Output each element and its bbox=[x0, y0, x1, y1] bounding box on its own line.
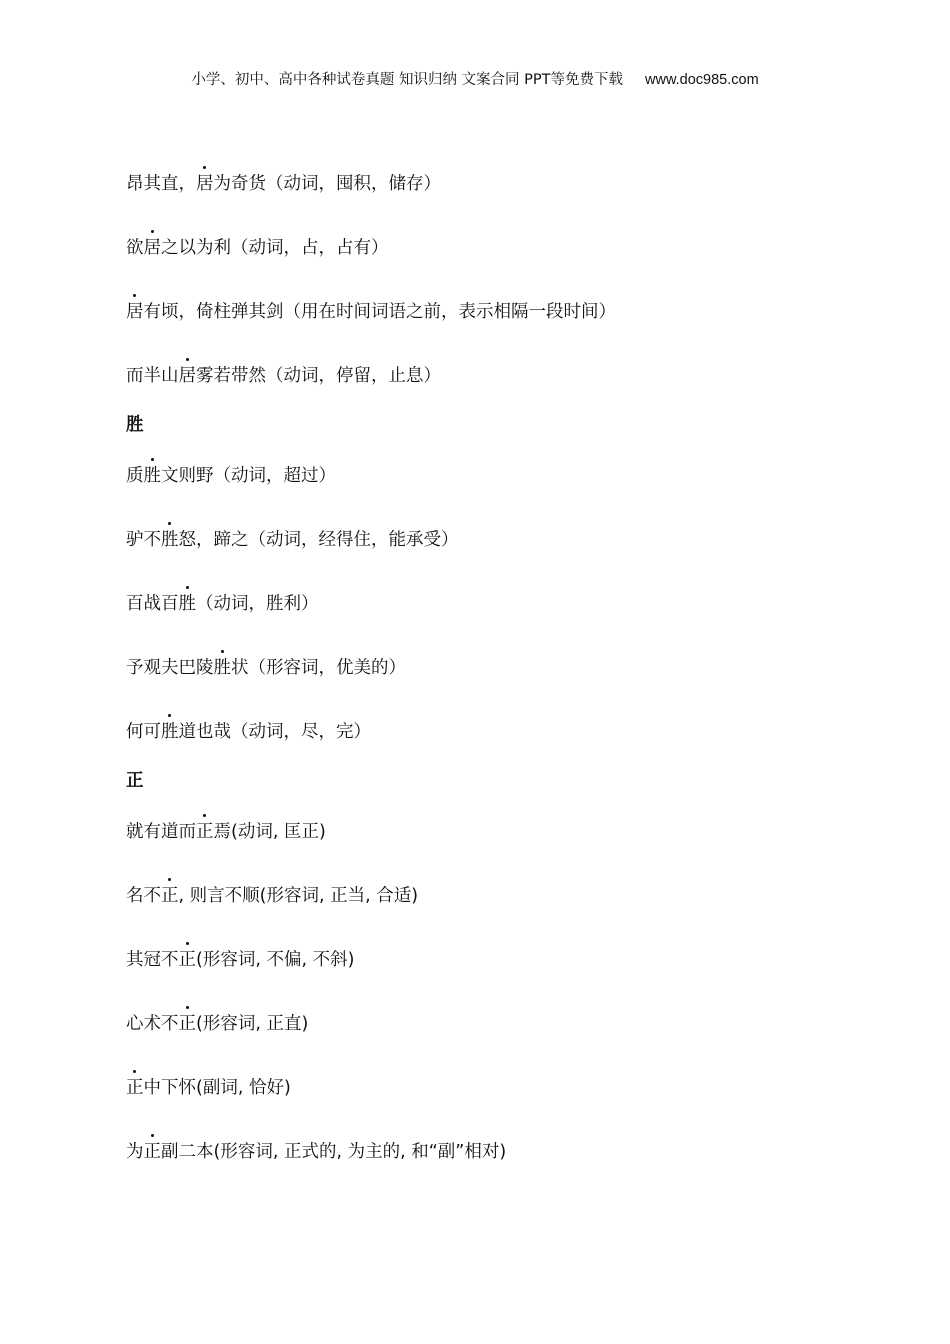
example-text-before: 名不 bbox=[126, 886, 161, 906]
page-header bbox=[0, 68, 950, 89]
example-text-before: 心术不 bbox=[126, 1014, 179, 1034]
emphasized-character: 正 bbox=[178, 1014, 196, 1034]
example-text-after: (形容词, 正直) bbox=[196, 1014, 309, 1034]
section-heading: 胜 bbox=[126, 415, 144, 435]
emphasized-character: 胜 bbox=[213, 658, 231, 678]
example-text-before: 欲 bbox=[126, 238, 144, 258]
example-text-after: （动词，胜利） bbox=[196, 594, 319, 614]
example-text-before: 就有道而 bbox=[126, 822, 196, 842]
example-text-after: 副二本(形容词, 正式的, 为主的, 和“副”相对) bbox=[161, 1142, 507, 1162]
example-sentence bbox=[126, 301, 616, 323]
example-text-before: 何可 bbox=[126, 722, 161, 742]
example-text-before: 予观夫巴陵 bbox=[126, 658, 214, 678]
emphasized-character: 胜 bbox=[161, 530, 179, 550]
example-text-after: 道也哉（动词，尽，完） bbox=[178, 722, 371, 742]
example-sentence bbox=[126, 949, 354, 971]
emphasized-character: 正 bbox=[126, 1078, 144, 1098]
example-sentence bbox=[126, 821, 326, 843]
example-text-after: 之以为利（动词，占，占有） bbox=[161, 238, 389, 258]
emphasized-character: 正 bbox=[143, 1142, 161, 1162]
example-text-after: 中下怀(副词, 恰好) bbox=[143, 1078, 291, 1098]
example-sentence bbox=[126, 885, 418, 907]
example-sentence bbox=[126, 1141, 506, 1163]
example-text-before: 而半山 bbox=[126, 366, 179, 386]
example-sentence bbox=[126, 465, 336, 487]
example-text-before: 昂其直， bbox=[126, 174, 196, 194]
header-text: 小学、初中、高中各种试卷真题 知识归纳 文案合同 PPT等免费下载 bbox=[191, 72, 624, 88]
example-sentence bbox=[126, 529, 459, 551]
example-text-after: 怒，蹄之（动词，经得住，能承受） bbox=[178, 530, 459, 550]
emphasized-character: 胜 bbox=[161, 722, 179, 742]
example-text-after: (形容词, 不偏, 不斜) bbox=[196, 950, 355, 970]
section-heading: 正 bbox=[126, 771, 144, 791]
example-text-after: 为奇货（动词，囤积，储存） bbox=[213, 174, 441, 194]
emphasized-character: 正 bbox=[196, 822, 214, 842]
example-text-after: 状（形容词，优美的） bbox=[231, 658, 406, 678]
example-text-after: 有顷，倚柱弹其剑（用在时间词语之前，表示相隔一段时间） bbox=[143, 302, 616, 322]
example-text-before: 百战百 bbox=[126, 594, 179, 614]
example-sentence bbox=[126, 1077, 291, 1099]
example-sentence bbox=[126, 365, 441, 387]
emphasized-character: 正 bbox=[161, 886, 179, 906]
example-text-after: 焉(动词, 匡正) bbox=[213, 822, 326, 842]
example-text-after: , 则言不顺(形容词, 正当, 合适) bbox=[178, 886, 419, 906]
example-text-before: 其冠不 bbox=[126, 950, 179, 970]
example-sentence bbox=[126, 593, 319, 615]
emphasized-character: 居 bbox=[196, 174, 214, 194]
header-url[interactable]: www.doc985.com bbox=[645, 72, 759, 88]
emphasized-character: 正 bbox=[178, 950, 196, 970]
emphasized-character: 居 bbox=[126, 302, 144, 322]
emphasized-character: 胜 bbox=[178, 594, 196, 614]
example-sentence bbox=[126, 173, 441, 195]
example-sentence bbox=[126, 237, 389, 259]
example-sentence bbox=[126, 721, 371, 743]
emphasized-character: 居 bbox=[143, 238, 161, 258]
example-text-before: 驴不 bbox=[126, 530, 161, 550]
example-text-after: 文则野（动词，超过） bbox=[161, 466, 336, 486]
example-text-before: 质 bbox=[126, 466, 144, 486]
example-text-after: 雾若带然（动词，停留，止息） bbox=[196, 366, 441, 386]
example-text-before: 为 bbox=[126, 1142, 144, 1162]
example-sentence bbox=[126, 1013, 308, 1035]
example-sentence bbox=[126, 657, 406, 679]
emphasized-character: 胜 bbox=[143, 466, 161, 486]
emphasized-character: 居 bbox=[178, 366, 196, 386]
